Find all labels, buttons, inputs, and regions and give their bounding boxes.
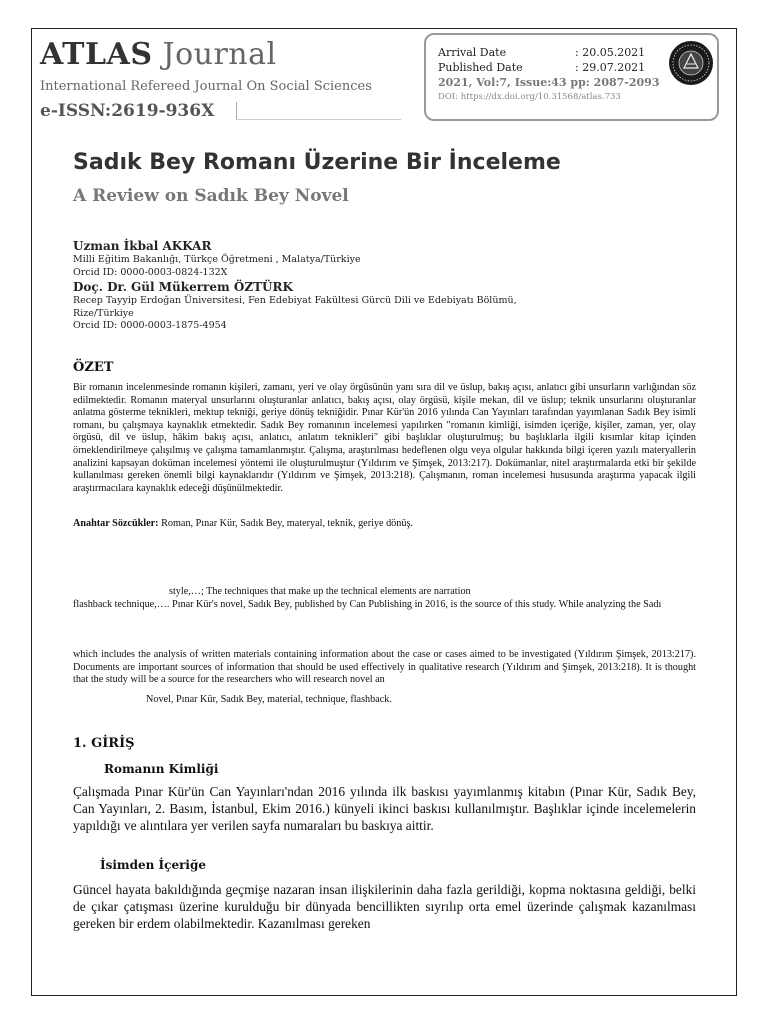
author-1-orcid: Orcid ID: 0000-0003-0824-132X xyxy=(73,266,228,278)
arrival-date-label: Arrival Date xyxy=(438,46,507,59)
article-title-en: A Review on Sadık Bey Novel xyxy=(73,186,349,206)
published-date-value: : 29.07.2021 xyxy=(575,61,646,74)
subheading-isimden-icerige: İsimden İçeriğe xyxy=(100,858,207,872)
journal-seal-icon xyxy=(668,40,714,86)
arrival-date-row xyxy=(438,45,705,60)
keywords xyxy=(73,517,696,530)
journal-title-light: Journal xyxy=(162,37,277,72)
author-2-location: Rize/Türkiye xyxy=(73,307,134,319)
keywords-list: Roman, Pınar Kür, Sadık Bey, materyal, teknik, geriye dönüş. xyxy=(158,518,413,529)
author-1-name: Uzman İkbal AKKAR xyxy=(73,239,212,253)
author-2-orcid: Orcid ID: 0000-0003-1875-4954 xyxy=(73,320,227,331)
author-1-affiliation: Milli Eğitim Bakanlığı, Türkçe Öğretmeni , Malatya/Türkiye xyxy=(73,254,361,265)
english-fragment-1: style,…; The techniques that make up the technical elements are narration xyxy=(169,586,471,597)
issn-divider xyxy=(236,102,401,120)
authors-block xyxy=(73,238,673,333)
arrival-date-value: : 20.05.2021 xyxy=(575,46,646,59)
english-fragment-3: which includes the analysis of written materials containing information about the case or cases aimed to be investigated (Yıldırım Şimşek, 2013:217). Documents are important sources of information that should be used effectively in qualitative research (Yıldırım and Şimşek, 2013:218). It is thought that the study will be a source for the researchers who will research novel an xyxy=(73,649,696,685)
section-heading-giris: 1. GİRİŞ xyxy=(73,736,135,751)
abstract-heading: ÖZET xyxy=(73,360,114,375)
article-title-tr: Sadık Bey Romanı Üzerine Bir İnceleme xyxy=(73,150,561,175)
journal-issn xyxy=(40,101,401,121)
english-fragment-2: flashback technique,…. Pınar Kür's novel, Sadık Bey, published by Can Publishing in 2016, is the source of this study. While analyzing the Sadı xyxy=(73,599,662,610)
keywords-label: Anahtar Sözcükler: xyxy=(73,518,159,529)
journal-title xyxy=(40,38,401,72)
volume-info: 2021, Vol:7, Issue:43 pp: 2087-2093 xyxy=(438,76,660,89)
abstract-text: Bir romanın incelenmesinde romanın kişileri, zamanı, yeri ve olay örgüsünün yanı sıra dil ve üslup, bakış açısı, anlatıcı gibi unsurların varlığından söz edilmektedir. Romanın materyal unsurlarını oluşturanlar anlatıcı, bakış açısı, olay örgüsü, kişile mekan, dil ve üslup; teknik unsurlarını oluşturanlar anlatma gösterme teknikleri, mektup tekniği, geriye dönüş tekniğidir. Pınar Kür'ün 2016 yılında Can Yayınları tarafından yayımlanan Sadık Bey isimli romanı, bu çalışmaya kaynaklık etmektedir. Sadık Bey romanının incelemesi yapılırken "romanın kimliği, isimden içeriğe, kişiler, zaman, yer, olay örgüsü, dil ve üslup, hâkim bakış açısı, anlatıcı, anlatım teknikleri" gibi başlıklar oluşturulmuş; bu başlıklarla ilgili kısımlar kitap içinden örneklendirilmeye çalışılmış ve çalışma tamamlanmıştır. Çalışma, araştırılması hedeflenen olgu veya olgular hakkında bilgi içeren yazılı materyallerin analizini kapsayan doküman incelemesi yöntemi ile oluşturulmuştur (Yıldırım ve Şimşek, 2013:217). Dokümanlar, nitel araştırmalarda etki bir şekilde kullanılması gereken önemli bilgi kaynaklarıdır (Yıldırım ve Şimşek, 2013:218). Çalışmanın, roman incelemesi hususunda araştırma yapacak ilgili araştırmacılara kaynaklık edeceği düşünülmektedir. xyxy=(73,382,696,494)
journal-brand xyxy=(40,38,401,121)
subheading-romanin-kimligi: Romanın Kimliği xyxy=(104,762,219,776)
journal-subtitle: International Refereed Journal On Social Sciences xyxy=(40,79,372,94)
english-fragment-4: Novel, Pınar Kür, Sadık Bey, material, technique, flashback. xyxy=(146,694,392,705)
author-2-affiliation: Recep Tayyip Erdoğan Üniversitesi, Fen Edebiyat Fakültesi Gürcü Dili ve Edebiyatı Bölümü, xyxy=(73,295,517,306)
author-2-name: Doç. Dr. Gül Mükerrem ÖZTÜRK xyxy=(73,280,293,294)
paragraph-1: Çalışmada Pınar Kür'ün Can Yayınları'ndan 2016 yılında ilk baskısı yayımlanmış kitabın (Pınar Kür, Sadık Bey, Can Yayınları, 2. Basım, İstanbul, Ekim 2016.) künyeli ikinci baskısı kullanılmıştır. Başlıklar içinde incelemelerin yapıldığı ve alıntılara yer verilen sayfa numaraları bu baskıya aittir. xyxy=(73,784,696,834)
journal-title-strong: ATLAS xyxy=(40,37,153,72)
issn-text: e-ISSN:2619-936X xyxy=(40,101,215,121)
doi-link[interactable]: DOI: https://dx.doi.org/10.31568/atlas.733 xyxy=(438,92,621,102)
published-date-label: Published Date xyxy=(438,61,523,74)
paragraph-2: Güncel hayata bakıldığında geçmişe nazaran insan ilişkilerinin daha fazla gerildiği, kopma noktasına geldiği, belki de çıkar çatışması üzerine kurulduğu bir dünyada bencillikten sıyrılıp orta emel üzerinde çalışmak kazanılması gereken bir erdem olabilmektedir. Kazanılması gereken xyxy=(73,882,696,932)
published-date-row xyxy=(438,60,705,75)
